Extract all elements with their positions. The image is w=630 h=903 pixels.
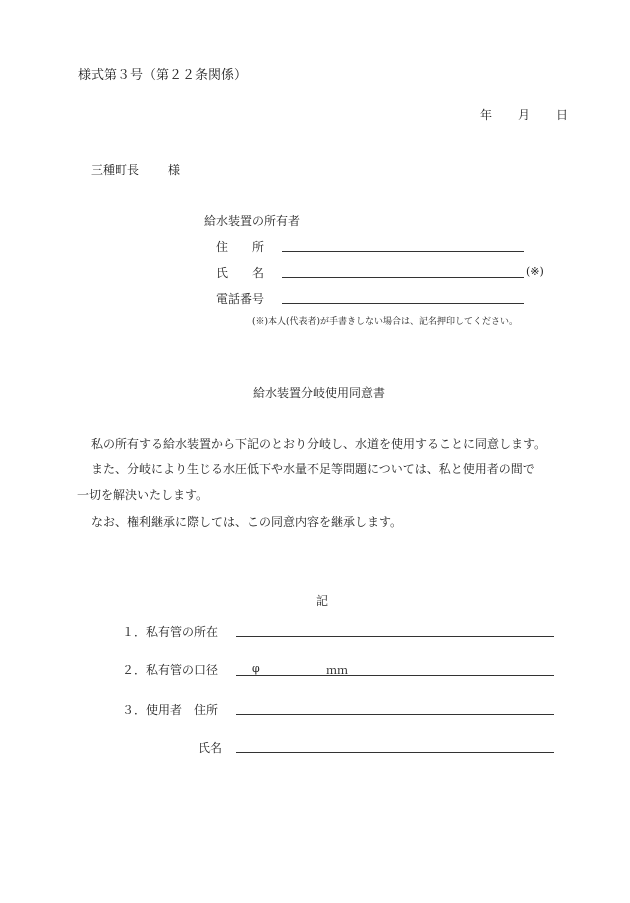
item-2-label: ２．私有管の口径 bbox=[122, 663, 219, 677]
item-3-name-label: 氏名 bbox=[198, 741, 223, 755]
body-line-4: なお、権利継承に際しては、この同意内容を継承します。 bbox=[91, 515, 403, 529]
owner-phone-line[interactable] bbox=[282, 303, 524, 304]
owner-heading: 給水装置の所有者 bbox=[204, 214, 301, 228]
body-line-3: 一切を解決いたします。 bbox=[77, 488, 209, 502]
item-2-unit: ｍｍ bbox=[326, 664, 348, 677]
body-line-1: 私の所有する給水装置から下記のとおり分岐し、水道を使用することに同意します。 bbox=[91, 437, 547, 451]
ki-heading: 記 bbox=[316, 594, 329, 608]
item-3-name-line[interactable] bbox=[236, 752, 554, 753]
date-month: 月 bbox=[518, 108, 531, 122]
date-year: 年 bbox=[480, 108, 493, 122]
body-line-2: また、分岐により生じる水圧低下や水量不足等問題については、私と使用者の間で bbox=[91, 462, 535, 476]
owner-phone-label: 電話番号 bbox=[216, 292, 265, 306]
owner-address-label: 住 所 bbox=[216, 240, 265, 254]
item-3-label: ３．使用者 住所 bbox=[122, 703, 219, 717]
addressee-name: 三種町長 bbox=[91, 163, 140, 177]
owner-name-line[interactable] bbox=[282, 277, 524, 278]
document-title: 給水装置分岐使用同意書 bbox=[253, 386, 386, 400]
addressee-honorific: 様 bbox=[168, 163, 181, 177]
item-2-phi: φ bbox=[252, 662, 260, 675]
date-day: 日 bbox=[556, 108, 569, 122]
owner-address-line[interactable] bbox=[282, 251, 524, 252]
item-3-address-line[interactable] bbox=[236, 714, 554, 715]
item-1-label: １．私有管の所在 bbox=[122, 625, 219, 639]
owner-name-mark: (※) bbox=[526, 265, 544, 278]
item-1-line[interactable] bbox=[236, 636, 554, 637]
form-number: 様式第３号（第２２条関係） bbox=[78, 68, 248, 83]
owner-name-label: 氏 名 bbox=[216, 266, 265, 280]
item-2-line[interactable] bbox=[236, 675, 554, 676]
owner-note: (※)本人(代表者)が手書きしない場合は、記名押印してください。 bbox=[252, 317, 519, 327]
